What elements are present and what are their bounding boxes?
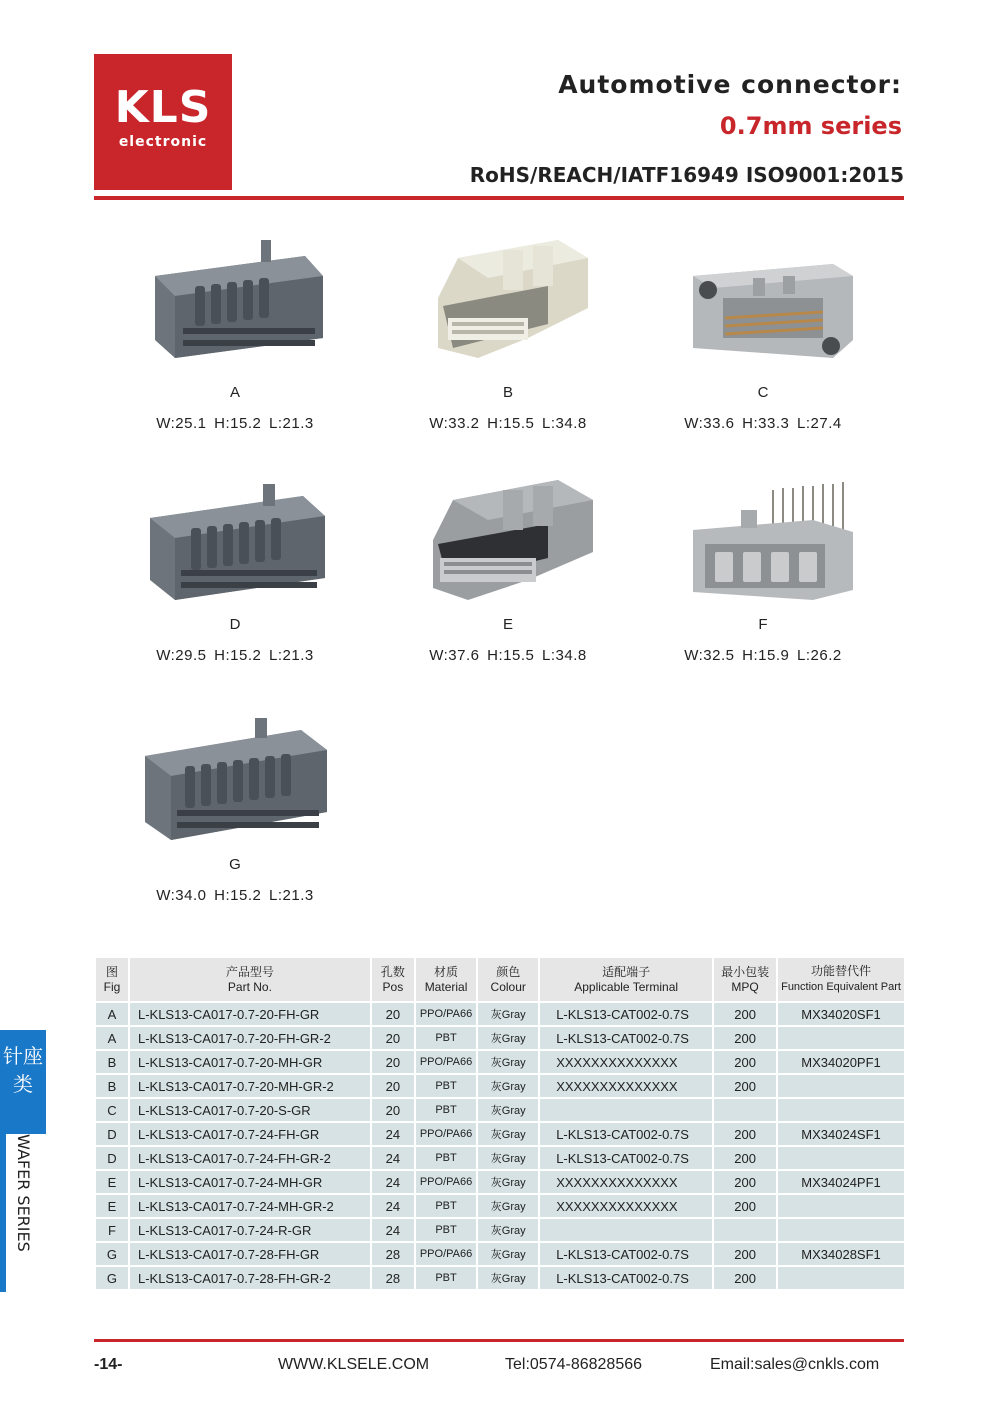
cell-fig: C [96,1099,130,1121]
cell-equivalent: MX34028SF1 [778,1243,904,1265]
cell-fig: B [96,1051,130,1073]
cell-mpq: 200 [714,1027,778,1049]
figure-f [633,460,893,664]
table-row [96,1243,904,1265]
cell-colour: 灰Gray [478,1243,540,1265]
cell-material: PPO/PA66 [416,1051,478,1073]
kls-logo [94,54,232,190]
connector-e-image [408,460,608,610]
cell-colour: 灰Gray [478,1219,540,1241]
figure-e-letter: E [502,616,513,633]
cell-colour: 灰Gray [478,1147,540,1169]
cell-terminal: XXXXXXXXXXXXXX [540,1171,714,1193]
table-row [96,1099,904,1121]
cell-material: PBT [416,1147,478,1169]
footer-divider [94,1339,904,1342]
side-tab-cn: 针座类 [0,1030,46,1134]
spec-table [96,956,904,1291]
cell-material: PPO/PA66 [416,1243,478,1265]
figure-e-dims: W:37.6 H:15.5 L:34.8 [429,647,587,664]
cell-material: PBT [416,1195,478,1217]
cell-material: PPO/PA66 [416,1003,478,1025]
website-link[interactable]: WWW.KLSELE.COM [278,1356,430,1373]
figure-c [633,228,893,432]
cell-pos: 28 [372,1267,416,1289]
cell-fig: G [96,1267,130,1289]
cell-colour: 灰Gray [478,1075,540,1097]
cell-mpq: 200 [714,1267,778,1289]
cell-equivalent [778,1195,904,1217]
figure-a [105,228,365,432]
cell-terminal: XXXXXXXXXXXXXX [540,1195,714,1217]
cell-material: PBT [416,1099,478,1121]
cell-mpq [714,1219,778,1241]
cell-equivalent [778,1219,904,1241]
cell-pos: 20 [372,1027,416,1049]
figure-b [378,228,638,432]
cell-fig: F [96,1219,130,1241]
table-row [96,1195,904,1217]
certifications: RoHS/REACH/IATF16949 ISO9001:2015 [469,163,904,187]
connector-a-image [135,228,335,378]
cell-equivalent: MX34020PF1 [778,1051,904,1073]
figure-a-letter: A [229,384,240,401]
figure-f-dims: W:32.5 H:15.9 L:26.2 [684,647,842,664]
cell-colour: 灰Gray [478,1027,540,1049]
cell-part-no: L-KLS13-CA017-0.7-20-MH-GR [130,1051,372,1073]
cell-mpq: 200 [714,1075,778,1097]
cell-part-no: L-KLS13-CA017-0.7-24-FH-GR-2 [130,1147,372,1169]
connector-f-image [663,460,863,610]
cell-terminal: L-KLS13-CAT002-0.7S [540,1003,714,1025]
cell-material: PBT [416,1267,478,1289]
cell-material: PPO/PA66 [416,1171,478,1193]
cell-colour: 灰Gray [478,1267,540,1289]
figure-e [378,460,638,664]
cell-fig: E [96,1171,130,1193]
email-link[interactable]: Email:sales@cnkls.com [710,1356,880,1373]
cell-equivalent [778,1075,904,1097]
cell-mpq: 200 [714,1147,778,1169]
cell-colour: 灰Gray [478,1195,540,1217]
side-tab [0,1030,46,1292]
cell-terminal: L-KLS13-CAT002-0.7S [540,1123,714,1145]
table-row [96,1267,904,1289]
cell-part-no: L-KLS13-CA017-0.7-24-MH-GR [130,1171,372,1193]
cell-equivalent: MX34024SF1 [778,1123,904,1145]
table-row [96,1123,904,1145]
cell-colour: 灰Gray [478,1171,540,1193]
cell-part-no: L-KLS13-CA017-0.7-24-R-GR [130,1219,372,1241]
cell-part-no: L-KLS13-CA017-0.7-24-MH-GR-2 [130,1195,372,1217]
cell-mpq: 200 [714,1123,778,1145]
cell-equivalent [778,1027,904,1049]
cell-mpq: 200 [714,1051,778,1073]
cell-colour: 灰Gray [478,1003,540,1025]
cell-pos: 20 [372,1051,416,1073]
cell-part-no: L-KLS13-CA017-0.7-20-S-GR [130,1099,372,1121]
cell-equivalent [778,1147,904,1169]
figure-g-dims: W:34.0 H:15.2 L:21.3 [156,887,314,904]
table-header-row [96,958,904,1001]
cell-pos: 20 [372,1003,416,1025]
cell-terminal: L-KLS13-CAT002-0.7S [540,1027,714,1049]
logo-text: KLS [114,82,212,133]
cell-terminal: L-KLS13-CAT002-0.7S [540,1267,714,1289]
table-row [96,1003,904,1025]
connector-g-image [135,700,335,850]
cell-equivalent: MX34020SF1 [778,1003,904,1025]
figure-d-dims: W:29.5 H:15.2 L:21.3 [156,647,314,664]
col-mpq: 最小包装 MPQ [714,958,778,1001]
table-row [96,1027,904,1049]
cell-mpq: 200 [714,1003,778,1025]
cell-fig: E [96,1195,130,1217]
cell-equivalent: MX34024PF1 [778,1171,904,1193]
cell-mpq: 200 [714,1243,778,1265]
table-row [96,1219,904,1241]
connector-d-image [135,460,335,610]
cell-pos: 24 [372,1195,416,1217]
figure-b-letter: B [502,384,513,401]
cell-material: PPO/PA66 [416,1123,478,1145]
cell-colour: 灰Gray [478,1051,540,1073]
cell-pos: 24 [372,1219,416,1241]
col-colour: 颜色 Colour [478,958,540,1001]
cell-pos: 20 [372,1099,416,1121]
cell-mpq [714,1099,778,1121]
header-divider [94,196,904,200]
figure-c-dims: W:33.6 H:33.3 L:27.4 [684,415,842,432]
side-tab-en: WAFER SERIES [0,1134,46,1292]
page-number: -14- [94,1356,123,1373]
cell-pos: 24 [372,1171,416,1193]
page-subtitle: 0.7mm series [719,112,902,140]
figure-d [105,460,365,664]
cell-terminal: XXXXXXXXXXXXXX [540,1051,714,1073]
cell-terminal [540,1219,714,1241]
table-row [96,1147,904,1169]
table-row [96,1075,904,1097]
cell-fig: G [96,1243,130,1265]
logo-sub: electronic [118,134,208,150]
figure-d-letter: D [229,616,241,633]
cell-terminal: L-KLS13-CAT002-0.7S [540,1243,714,1265]
cell-fig: D [96,1123,130,1145]
figure-a-dims: W:25.1 H:15.2 L:21.3 [156,415,314,432]
col-pos: 孔数 Pos [372,958,416,1001]
figure-c-letter: C [757,384,769,401]
cell-part-no: L-KLS13-CA017-0.7-28-FH-GR [130,1243,372,1265]
cell-terminal: L-KLS13-CAT002-0.7S [540,1147,714,1169]
cell-equivalent [778,1099,904,1121]
cell-pos: 20 [372,1075,416,1097]
col-fig: 图 Fig [96,958,130,1001]
cell-pos: 24 [372,1123,416,1145]
phone-number: Tel:0574-86828566 [505,1356,643,1373]
page-title: Automotive connector: [558,70,902,99]
cell-material: PBT [416,1027,478,1049]
connector-b-image [408,228,608,378]
cell-terminal [540,1099,714,1121]
cell-colour: 灰Gray [478,1123,540,1145]
cell-pos: 28 [372,1243,416,1265]
figure-g [105,700,365,904]
col-material: 材质 Material [416,958,478,1001]
table-row [96,1171,904,1193]
cell-mpq: 200 [714,1195,778,1217]
cell-material: PBT [416,1219,478,1241]
table-row [96,1051,904,1073]
col-terminal: 适配端子 Applicable Terminal [540,958,714,1001]
cell-part-no: L-KLS13-CA017-0.7-20-FH-GR [130,1003,372,1025]
col-part-no: 产品型号 Part No. [130,958,372,1001]
cell-pos: 24 [372,1147,416,1169]
cell-fig: B [96,1075,130,1097]
cell-fig: D [96,1147,130,1169]
cell-fig: A [96,1003,130,1025]
cell-part-no: L-KLS13-CA017-0.7-20-MH-GR-2 [130,1075,372,1097]
cell-fig: A [96,1027,130,1049]
connector-c-image [663,228,863,378]
cell-part-no: L-KLS13-CA017-0.7-20-FH-GR-2 [130,1027,372,1049]
col-equivalent: 功能替代件 Function Equivalent Part [778,958,904,1001]
cell-part-no: L-KLS13-CA017-0.7-24-FH-GR [130,1123,372,1145]
cell-material: PBT [416,1075,478,1097]
figure-f-letter: F [758,616,768,633]
cell-colour: 灰Gray [478,1099,540,1121]
cell-equivalent [778,1267,904,1289]
figure-g-letter: G [229,856,241,873]
cell-part-no: L-KLS13-CA017-0.7-28-FH-GR-2 [130,1267,372,1289]
figure-b-dims: W:33.2 H:15.5 L:34.8 [429,415,587,432]
cell-mpq: 200 [714,1171,778,1193]
cell-terminal: XXXXXXXXXXXXXX [540,1075,714,1097]
